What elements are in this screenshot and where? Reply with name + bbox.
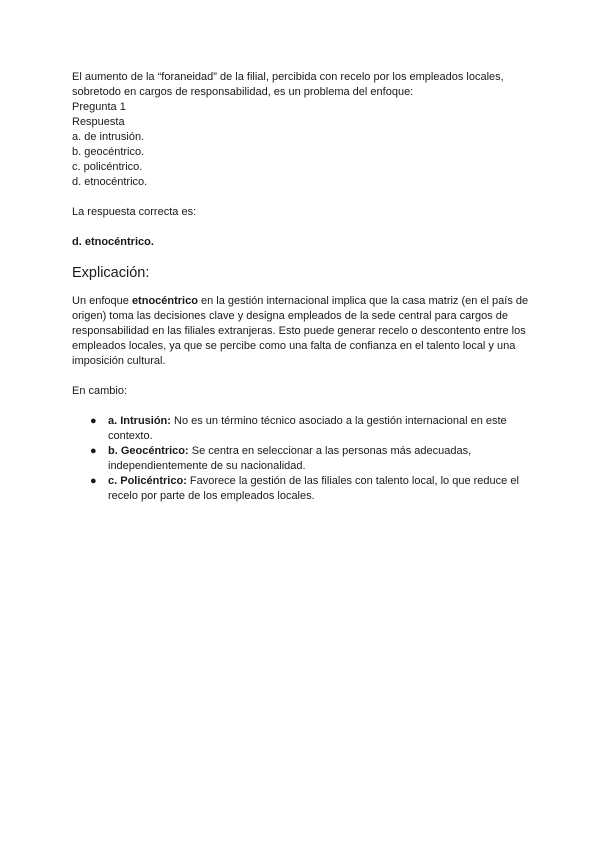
explanation-text-start: Un enfoque [72,295,132,307]
correct-answer: d. etnocéntrico. [72,236,154,248]
explanation-heading: Explicación: [72,265,150,281]
explanation-text-rest: en la gestión internacional implica que la casa matriz (en el país de origen) toma las decisiones clave y designa empleados de la sede central para cargos de responsabilidad en las filiales extranjeras. Esto puede generar recelo o descontento entre los empleados locales, ya que se percibe como una falta de confianza en el talento local y una imposición cultural. [72,295,529,367]
list-item-label: c. Policéntrico: [108,475,187,487]
list-item-text: No es un término técnico asociado a la gestión internacional en este contexto. [108,415,507,442]
bullet-icon: ● [90,445,97,457]
option-a: a. de intrusión. [72,131,145,143]
list-item-polycentric [72,474,532,504]
answer-label: Respuesta [72,116,125,128]
option-d: d. etnocéntrico. [72,176,148,188]
option-c: c. policéntrico. [72,161,143,173]
list-item-geocentric [72,444,532,474]
list-item-text: Favorece la gestión de las filiales con talento local, lo que reduce el recelo por parte de los empleados locales. [108,475,519,502]
explanation-paragraph [72,294,532,369]
list-item-intrusion [72,414,532,444]
question-text: El aumento de la “foraneidad” de la filial, percibida con recelo por los empleados locales, sobretodo en cargos de responsabilidad, es un problema del enfoque: [72,71,504,98]
contrast-intro: En cambio: [72,385,128,397]
list-item-label: a. Intrusión: [108,415,171,427]
explanation-keyword: etnocéntrico [131,295,198,307]
document-page [72,70,532,504]
alternatives-list [72,414,532,504]
list-item-text: Se centra en seleccionar a las personas más adecuadas, independientemente de su nacionalidad. [108,445,472,472]
list-item-label: b. Geocéntrico: [108,445,189,457]
option-b: b. geocéntrico. [72,146,145,158]
question-number: Pregunta 1 [72,101,126,113]
bullet-icon: ● [90,415,97,427]
bullet-icon: ● [90,475,97,487]
correct-answer-intro: La respuesta correcta es: [72,206,197,218]
